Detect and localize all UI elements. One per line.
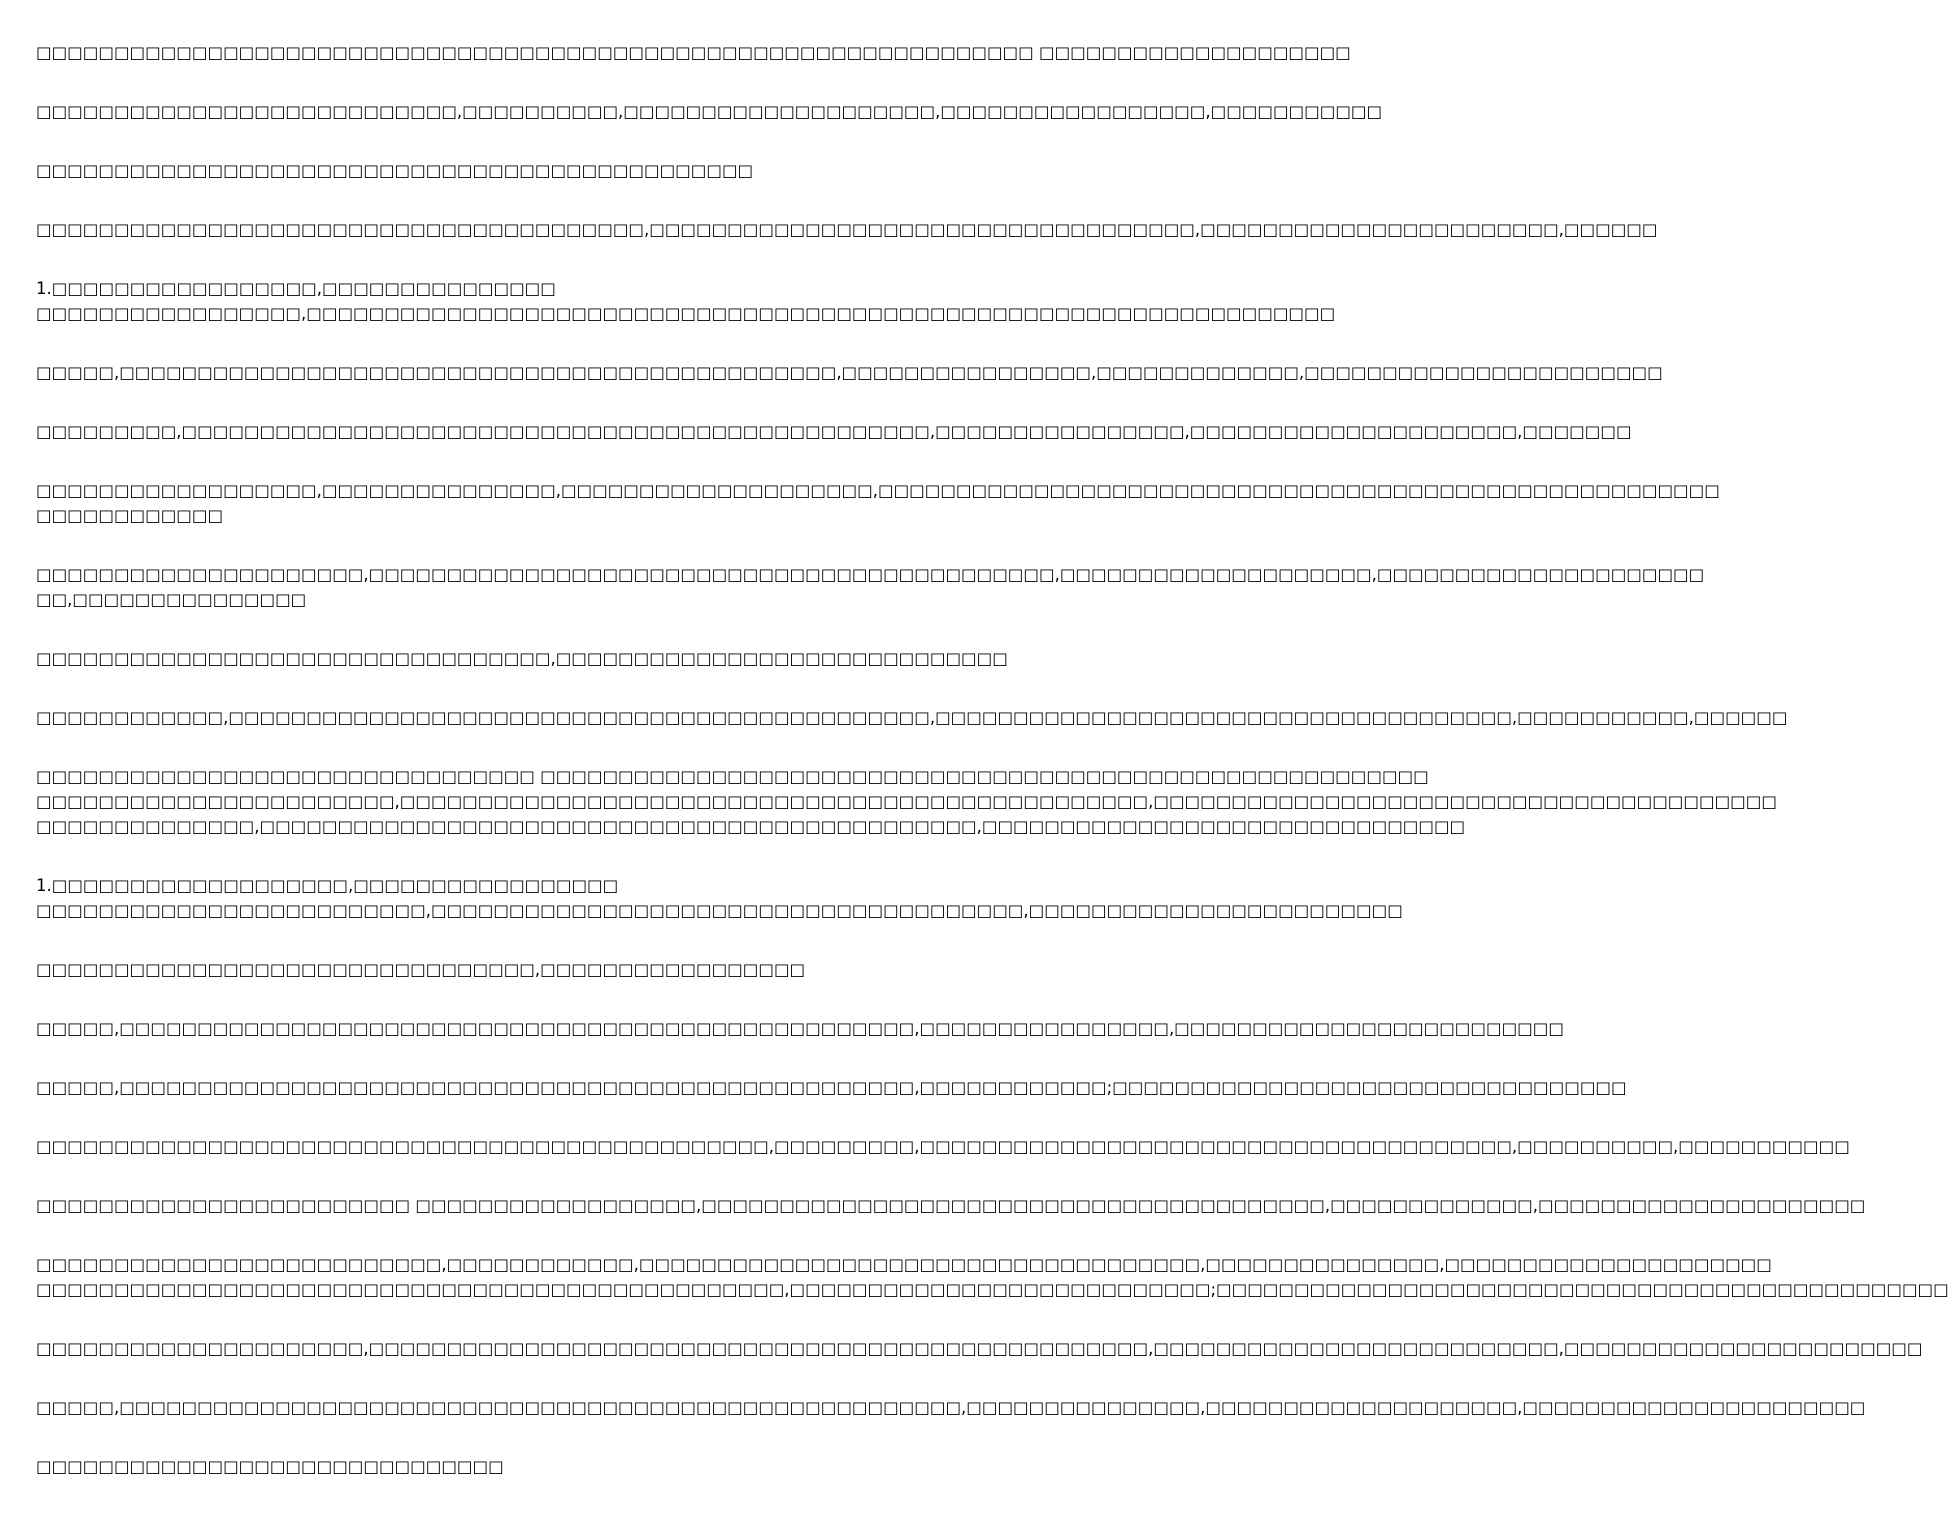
text-line: □□□□□,□□□□□□□□□□□□□□□□□□□□□□□□□□□□□□□□□□□□□□□□□□□□□□,□□□□□□□□□□□□□□□□,□□□□□□□□□□□□□,□□□□□□□□□□□□□□□□□□□□□□□ — [36, 363, 1663, 382]
paragraph — [36, 276, 1336, 326]
document-body — [36, 40, 1949, 1513]
paragraph — [36, 158, 990, 183]
text-line: □□□□□□□□□□□□□□□□□□,□□□□□□□□□□□□□□□,□□□□□□□□□□□□□□□□□□□□,□□□□□□□□□□□□□□□□□□□□□□□□□□□□□□□□□□□□□□□□□□□□□□□□□□□□□□ — [36, 481, 1720, 500]
paragraph — [36, 1252, 1949, 1302]
text-line: □□□□□□□□□□□□□□□□□□□□□□□□□□□□□□□□,□□□□□□□□□□□□□□□□□ — [36, 960, 806, 979]
text-line: □□□□□□□□□□□□□□,□□□□□□□□□□□□□□□□□□□□□□□□□□□□□□□□□□□□□□□□□□□□□□,□□□□□□□□□□□□□□□□□□□□□□□□□□□□□□□ — [36, 817, 1466, 836]
paragraph — [36, 646, 1008, 671]
paragraph — [36, 1134, 1850, 1159]
text-line: □□□□□□□□□□□□□□□□□□□□□□□□□,□□□□□□□□□□□□□□□□□□□□□□□□□□□□□□□□□□□□□□,□□□□□□□□□□□□□□□□□□□□□□□□ — [36, 901, 1403, 920]
paragraph — [36, 764, 1777, 839]
text-line: □□□□□,□□□□□□□□□□□□□□□□□□□□□□□□□□□□□□□□□□□□□□□□□□□□□□□□□□□□□□,□□□□□□□□□□□□□□□,□□□□□□□□□□□□□□□□□□□□,□□□□□□□□□□□□□□□□□□□□□□ — [36, 1398, 1866, 1417]
text-line: □□□□□□□□□□□□□□□□□□□□□□□,□□□□□□□□□□□□□□□□□□□□□□□□□□□□□□□□□□□□□□□□□□□□□□□□,□□□□□□□□□□□□□□□□□□□□□□□□□□□□□□□□□□□□□□□□ — [36, 792, 1777, 811]
text-line: □□□□□□□□□□□□□□□□□□□□□□□□□□□□□□□□□□□□□□□□□□□□□□□,□□□□□□□□□,□□□□□□□□□□□□□□□□□□□□□□□□□□□□□□□□□□□□□□,□□□□□□□□□□,□□□□□□□□□□□ — [36, 1137, 1850, 1156]
paragraph — [36, 705, 1788, 730]
text-line: □□□□□□□□□□□□□□□□□□□□□□□□ □□□□□□□□□□□□□□□□□□,□□□□□□□□□□□□□□□□□□□□□□□□□□□□□□□□□□□□□□□□,□□□□□□□□□□□□□,□□□□□□□□□□□□□□□□□□□□□ — [36, 1196, 1866, 1215]
paragraph — [36, 957, 990, 982]
text-line: □□□□□□□□□□□□□□□□□□□□□□□□□□□□□□ — [36, 1457, 504, 1476]
paragraph — [36, 478, 1720, 528]
text-line: □□□□□□□□□□□□□□□□□□□□□□□□□□□□□□□□□□□□□□□,□□□□□□□□□□□□□□□□□□□□□□□□□□□□□□□□□□□,□□□□□□□□□□□□□□□□□□□□□□□,□□□□□□ — [36, 220, 1658, 239]
text-line: 1.□□□□□□□□□□□□□□□□□□□,□□□□□□□□□□□□□□□□□ — [36, 876, 619, 895]
text-line: □□□□□,□□□□□□□□□□□□□□□□□□□□□□□□□□□□□□□□□□□□□□□□□□□□□□□□□□□,□□□□□□□□□□□□;□□□□□□□□□□□□□□□□□□□□□□□□□□□□□□□□□ — [36, 1078, 1627, 1097]
text-line: □□□□□□□□□□□□□□□□□□□□□□□□□□□□□□□□□□□□□□□□□□□□□□□□□□□□□□□□□□□□□□□□ □□□□□□□□□□□□□□□□□□□□ — [36, 43, 1351, 62]
text-line: 1.□□□□□□□□□□□□□□□□□,□□□□□□□□□□□□□□□ — [36, 279, 556, 298]
paragraph — [36, 1075, 1627, 1100]
paragraph — [36, 419, 1632, 444]
paragraph — [36, 1395, 1866, 1420]
text-line: □□□□□□□□□□□□ — [36, 506, 224, 525]
text-line: □□□□□□□□□□□□□□□□□□□□□□□□□□,□□□□□□□□□□□□,□□□□□□□□□□□□□□□□□□□□□□□□□□□□□□□□□□□□,□□□□□□□□□□□□□□□,□□□□□□□□□□□□□□□□□□□□□ — [36, 1255, 1772, 1274]
paragraph — [36, 873, 1403, 923]
text-line: □□□□□□□□□□□□□□□□□□□□□,□□□□□□□□□□□□□□□□□□□□□□□□□□□□□□□□□□□□□□□□□□□□□□□□□□,□□□□□□□□□□□□□□□□□□□□□□□□□□,□□□□□□□□□□□□□□□□□□□□□□□ — [36, 1339, 1923, 1358]
paragraph — [36, 1336, 1923, 1361]
text-line: □□□□□□□□□□□□□□□□□□□□□□□□□□□,□□□□□□□□□□,□□□□□□□□□□□□□□□□□□□□,□□□□□□□□□□□□□□□□□,□□□□□□□□□□□ — [36, 102, 1383, 121]
paragraph — [36, 360, 1663, 385]
paragraph — [36, 40, 1351, 65]
paragraph — [36, 99, 1383, 124]
text-line: □□□□□□□□□,□□□□□□□□□□□□□□□□□□□□□□□□□□□□□□□□□□□□□□□□□□□□□□□□,□□□□□□□□□□□□□□□□,□□□□□□□□□□□□□□□□□□□□□,□□□□□□□ — [36, 422, 1632, 441]
paragraph — [36, 562, 1705, 612]
text-line: □□□□□□□□□□□□□□□□□□□□□□□□□□□□□□□□ □□□□□□□□□□□□□□□□□□□□□□□□□□□□□□□□□□□□□□□□□□□□□□□□□□□□□□□□□ — [36, 767, 1429, 786]
text-line: □□□□□□□□□□□□□□□□□□□□□,□□□□□□□□□□□□□□□□□□□□□□□□□□□□□□□□□□□□□□□□□□□□,□□□□□□□□□□□□□□□□□□□□,□□□□□□□□□□□□□□□□□□□□□ — [36, 565, 1705, 584]
paragraph — [36, 1016, 1564, 1041]
text-line: □□□□□□□□□□□□□□□□□□□□□□□□□□□□□□□□□□□□□□□□□□□□□□ — [36, 161, 754, 180]
text-line: □□□□□□□□□□□□□□□□□□□□□□□□□□□□□□□□□,□□□□□□□□□□□□□□□□□□□□□□□□□□□□□ — [36, 649, 1008, 668]
text-line: □□□□□,□□□□□□□□□□□□□□□□□□□□□□□□□□□□□□□□□□□□□□□□□□□□□□□□□□□,□□□□□□□□□□□□□□□□,□□□□□□□□□□□□□□□□□□□□□□□□□ — [36, 1019, 1564, 1038]
text-line: □□□□□□□□□□□□□□□□□□□□□□□□□□□□□□□□□□□□□□□□□□□□□□□□,□□□□□□□□□□□□□□□□□□□□□□□□□□□;□□□□□□□□□□□□□□□□□□□□□□□□□□□□□□□□□□□□□□□□□□□□□□□ — [36, 1280, 1949, 1299]
paragraph — [36, 1454, 990, 1479]
paragraph — [36, 1193, 1866, 1218]
text-line: □□□□□□□□□□□□,□□□□□□□□□□□□□□□□□□□□□□□□□□□□□□□□□□□□□□□□□□□□□,□□□□□□□□□□□□□□□□□□□□□□□□□□□□□□□□□□□□□,□□□□□□□□□□□,□□□□□□ — [36, 708, 1788, 727]
paragraph — [36, 217, 1658, 242]
text-line: □□,□□□□□□□□□□□□□□□ — [36, 590, 307, 609]
text-line: □□□□□□□□□□□□□□□□□,□□□□□□□□□□□□□□□□□□□□□□□□□□□□□□□□□□□□□□□□□□□□□□□□□□□□□□□□□□□□□□□□□□ — [36, 304, 1336, 323]
